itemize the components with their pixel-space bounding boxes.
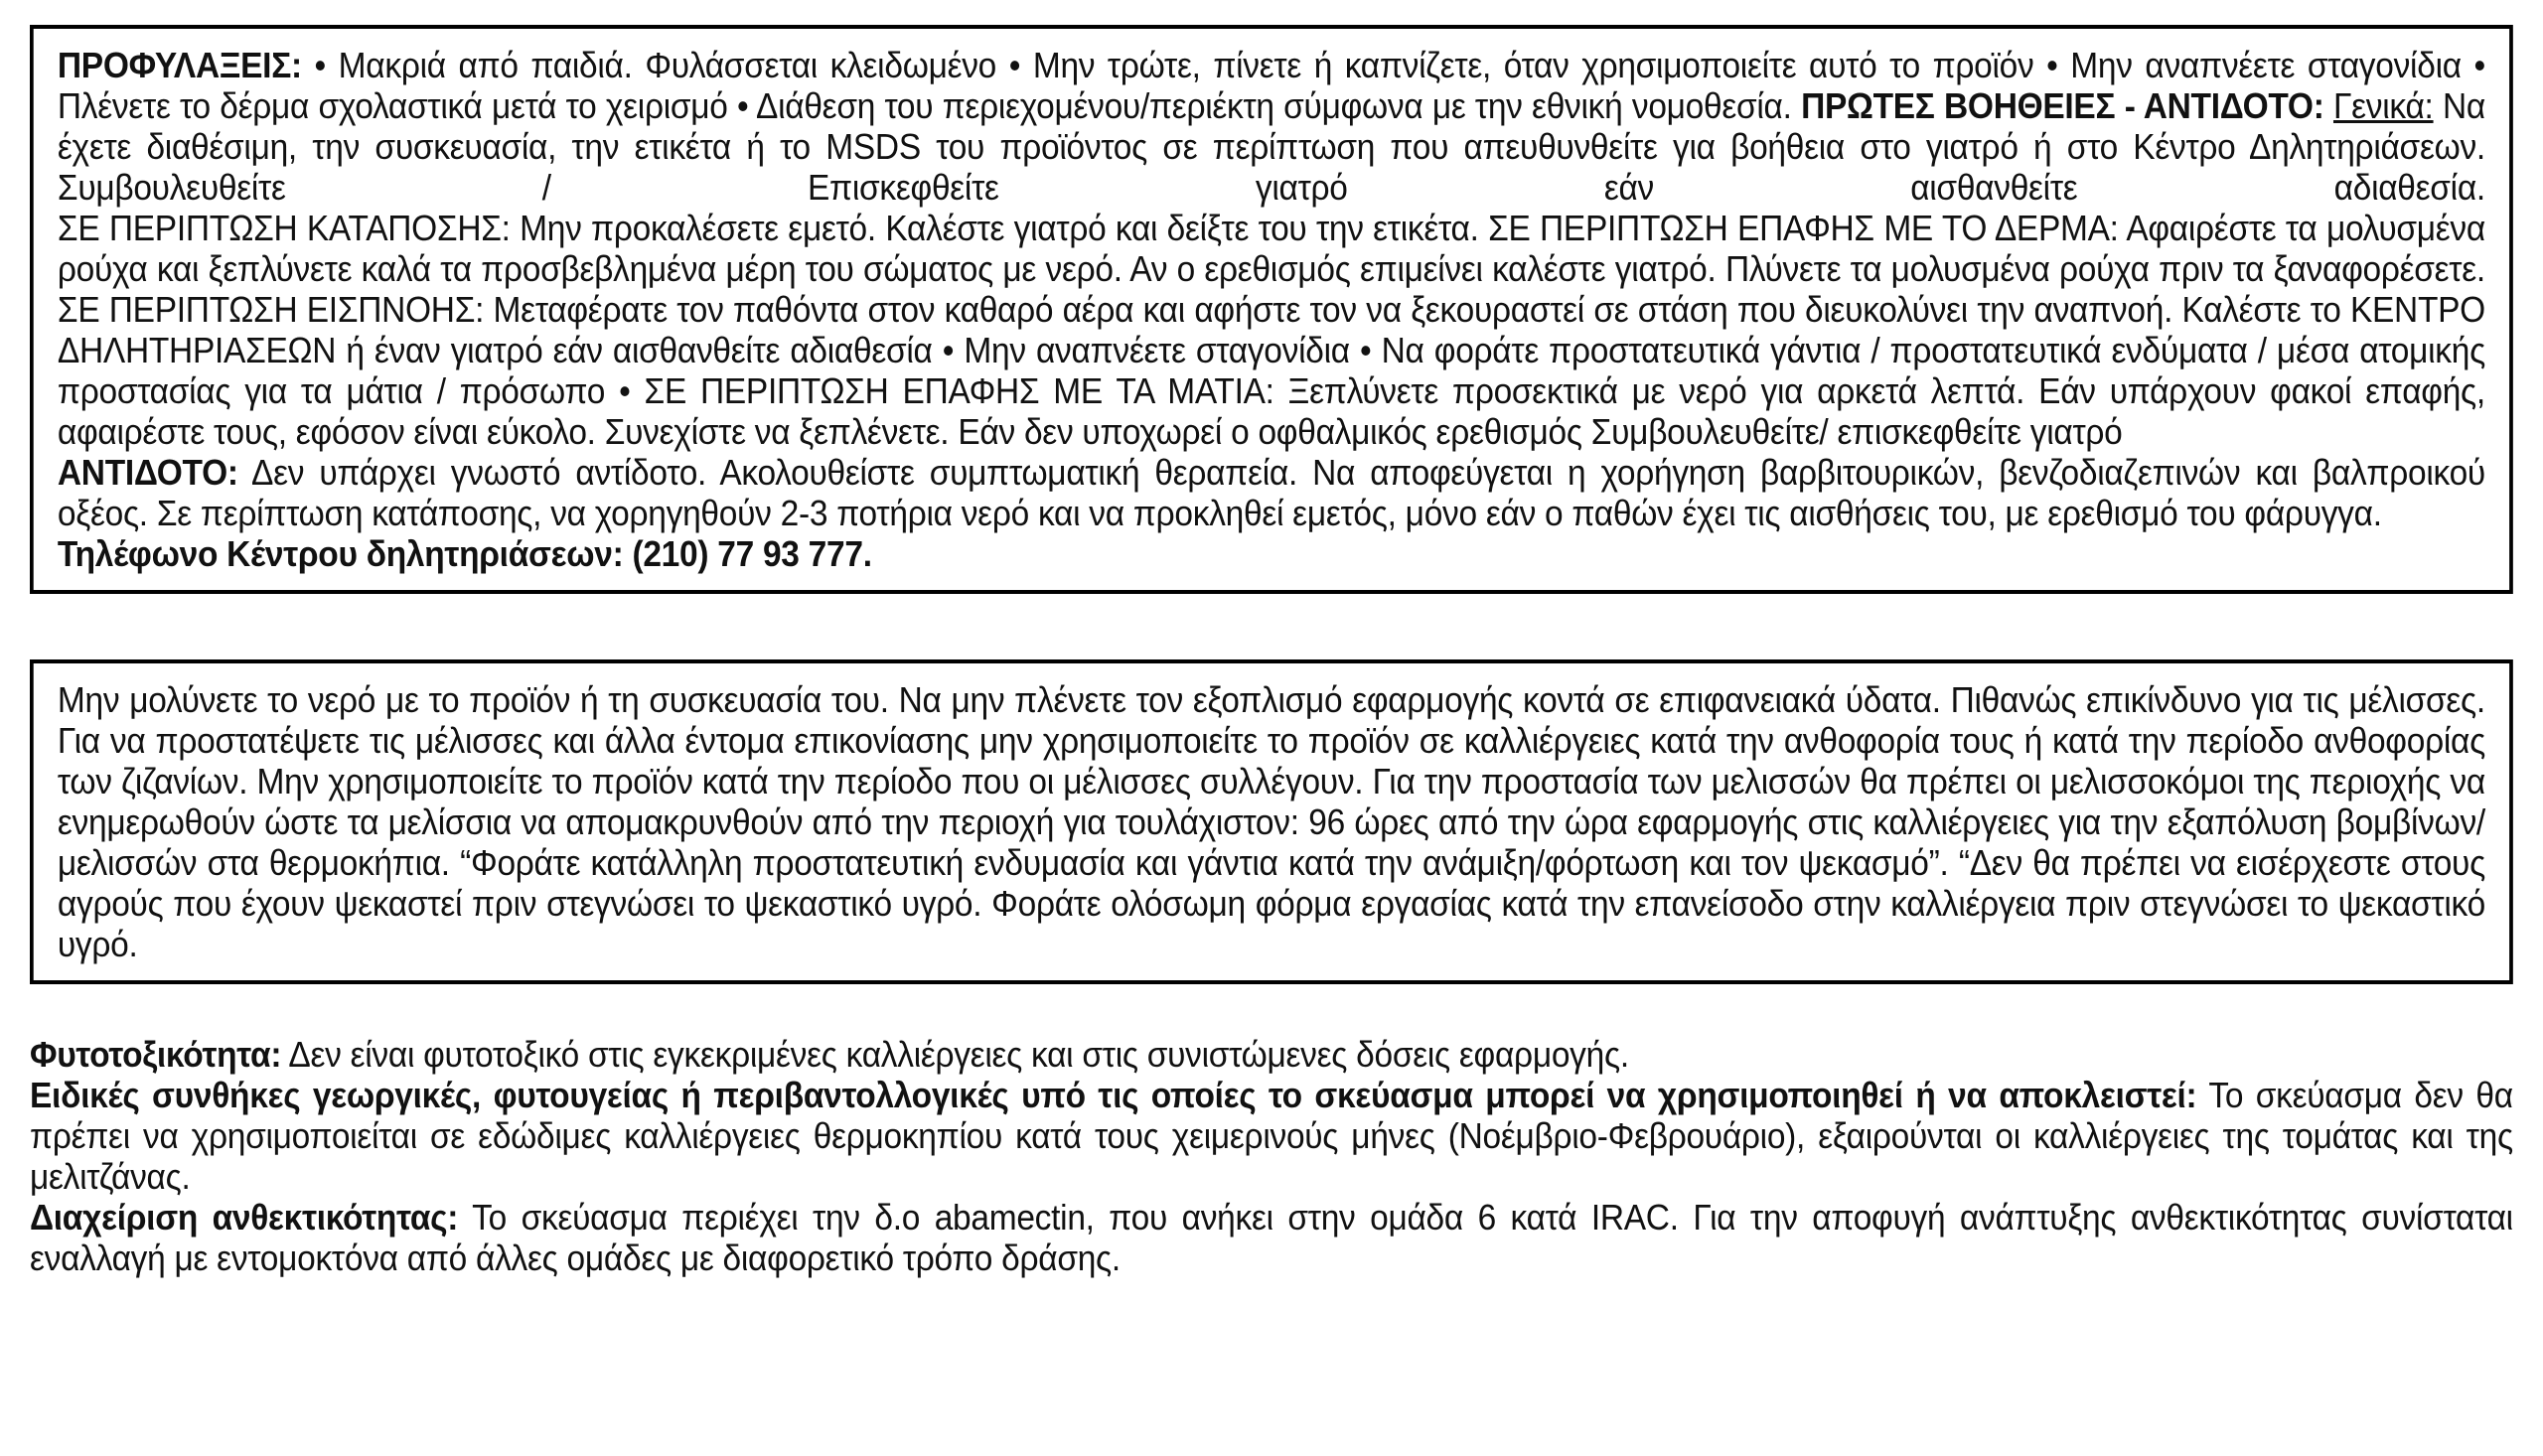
general-label: Γενικά: xyxy=(2332,85,2434,126)
phytotoxicity-paragraph xyxy=(30,1034,2513,1075)
poison-center-phone-line xyxy=(58,533,2485,574)
environment-box xyxy=(30,659,2513,984)
poison-center-phone: Τηλέφωνο Κέντρου δηλητηριάσεων: (210) 77 93 777. xyxy=(57,533,872,574)
special-conditions-label: Ειδικές συνθήκες γεωργικές, φυτουγείας ή περιβαντολλογικές υπό τις οποίες το σκεύασμα μπορεί να χρησιμοποιηθεί ή να αποκλειστεί: xyxy=(30,1075,2197,1115)
special-conditions-paragraph xyxy=(30,1075,2513,1197)
antidote-paragraph xyxy=(58,452,2485,533)
precautions-paragraph xyxy=(58,45,2485,208)
antidote-text: Δεν υπάρχει γνωστό αντίδοτο. Ακολουθείστε συμπτωματική θεραπεία. Να αποφεύγεται η χορήγηση βαρβιτουρικών, βενζοδιαζεπινών και βαλπροικού οξέος. Σε περίπτωση κατάποσης, να χορηγηθούν 2-3 ποτήρια νερό και να προκληθεί εμετός, μόνο εάν ο παθών έχει τις αισθήσεις του, με ερεθισμό του φάρυγγα. xyxy=(57,452,2485,533)
condensed-content xyxy=(30,25,2513,1278)
environment-paragraph xyxy=(58,679,2485,964)
phytotoxicity-label: Φυτοτοξικότητα: xyxy=(30,1034,282,1075)
general-text: Να έχετε διαθέσιμη, την συσκευασία, την ετικέτα ή το MSDS του προϊόντος σε περίπτωση που απευθυνθείτε για βοήθεια στο γιατρό ή στο Κέντρο Δηλητηριάσεων. Συμβουλευθείτε / Επισκεφθείτε γιατρό εάν αισθανθείτε αδιαθεσία. xyxy=(57,85,2485,208)
antidote-label: ΑΝΤΙΔΟΤΟ: xyxy=(57,452,238,493)
precautions-text: • Μακριά από παιδιά. Φυλάσσεται κλειδωμένο • Μην τρώτε, πίνετε ή καπνίζετε, όταν χρησιμοποιείτε αυτό το προϊόν • Μην αναπνέετε σταγονίδια • Πλένετε το δέρμα σχολαστικά μετά το χειρισμό • Διάθεση του περιεχομένου/περιέκτη σύμφωνα με την εθνική νομοθεσία. xyxy=(57,45,2485,126)
resistance-text: Το σκεύασμα περιέχει την δ.ο abamectin, που ανήκει στην ομάδα 6 κατά IRAC. Για την αποφυγή ανάπτυξης ανθεκτικότητας συνίσταται εναλλαγή με εντομοκτόνα από άλλες ομάδες με διαφορετικό τρόπο δράσης. xyxy=(30,1197,2513,1278)
notes-section xyxy=(30,1034,2513,1278)
precautions-box xyxy=(30,25,2513,594)
special-conditions-text: Το σκεύασμα δεν θα πρέπει να χρησιμοποιείται σε εδώδιμες καλλιέργειες θερμοκηπίου κατά τους χειμερινούς μήνες (Νοέμβριο-Φεβρουάριο), εξαιρούνται οι καλλιέργειες της τομάτας και της μελιτζάνας. xyxy=(30,1075,2513,1197)
phytotoxicity-text: Δεν είναι φυτοτοξικό στις εγκεκριμένες καλλιέργειες και στις συνιστώμενες δόσεις εφαρμογής. xyxy=(288,1034,1629,1075)
emergency-text: ΣΕ ΠΕΡΙΠΤΩΣΗ ΚΑΤΑΠΟΣΗΣ: Μην προκαλέσετε εμετό. Καλέστε γιατρό και δείξτε του την ετικέτα. ΣΕ ΠΕΡΙΠΤΩΣΗ ΕΠΑΦΗΣ ΜΕ ΤΟ ΔΕΡΜΑ: Αφαιρέστε τα μολυσμένα ρούχα και ξεπλύνετε καλά τα προσβεβλημένα μέρη του σώματος με νερό. Αν ο ερεθισμός επιμείνει καλέστε γιατρό. Πλύνετε τα μολυσμένα ρούχα πριν τα ξαναφορέσετε. ΣΕ ΠΕΡΙΠΤΩΣΗ ΕΙΣΠΝΟΗΣ: Μεταφέρατε τον παθόντα στον καθαρό αέρα και αφήστε τον να ξεκουραστεί σε στάση που διευκολύνει την αναπνοή. Καλέστε το ΚΕΝΤΡΟ ΔΗΛΗΤΗΡΙΑΣΕΩΝ ή έναν γιατρό εάν αισθανθείτε αδιαθεσία • Μην αναπνέετε σταγονίδια • Να φοράτε προστατευτικά γάντια / προστατευτικά ενδύματα / μέσα ατομικής προστασίας για τα μάτια / πρόσωπο • ΣΕ ΠΕΡΙΠΤΩΣΗ ΕΠΑΦΗΣ ΜΕ ΤΑ ΜΑΤΙΑ: Ξεπλύνετε προσεκτικά με νερό για αρκετά λεπτά. Εάν υπάρχουν φακοί επαφής, αφαιρέστε τους, εφόσον είναι εύκολο. Συνεχίστε να ξεπλένετε. Εάν δεν υποχωρεί ο οφθαλμικός ερεθισμός Συμβουλευθείτε/ επισκεφθείτε γιατρό xyxy=(57,208,2485,452)
environment-text: Μην μολύνετε το νερό με το προϊόν ή τη συσκευασία του. Να μην πλένετε τον εξοπλισμό εφαρμογής κοντά σε επιφανειακά ύδατα. Πιθανώς επικίνδυνο για τις μέλισσες. Για να προστατέψετε τις μέλισσες και άλλα έντομα επικονίασης μην χρησιμοποιείτε το προϊόν σε καλλιέργειες κατά την ανθοφορία τους ή κατά την περίοδο ανθοφορίας των ζιζανίων. Μην χρησιμοποιείτε το προϊόν κατά την περίοδο που οι μέλισσες συλλέγουν. Για την προστασία των μελισσών θα πρέπει οι μελισσοκόμοι της περιοχής να ενημερωθούν ώστε τα μελίσσια να απομακρυνθούν από την περιοχή για τουλάχιστον: 96 ώρες από την ώρα εφαρμογής στις καλλιέργειες για την εξαπόλυση βομβίνων/μελισσών στα θερμοκήπια. “Φοράτε κατάλληλη προστατευτική ενδυμασία και γάντια κατά την ανάμιξη/φόρτωση και τον ψεκασμό”. “Δεν θα πρέπει να εισέρχεστε στους αγρούς που έχουν ψεκαστεί πριν στεγνώσει το ψεκαστικό υγρό. Φοράτε ολόσωμη φόρμα εργασίας κατά την επανείσοδο στην καλλιέργεια πριν στεγνώσει το ψεκαστικό υγρό. xyxy=(57,679,2485,964)
resistance-paragraph xyxy=(30,1197,2513,1278)
resistance-label: Διαχείριση ανθεκτικότητας: xyxy=(30,1197,459,1238)
first-aid-label: ΠΡΩΤΕΣ ΒΟΗΘΕΙΕΣ - ΑΝΤΙΔΟΤΟ: xyxy=(1801,85,2324,126)
precautions-label: ΠΡΟΦΥΛΑΞΕΙΣ: xyxy=(57,45,302,85)
emergency-paragraph xyxy=(58,208,2485,452)
